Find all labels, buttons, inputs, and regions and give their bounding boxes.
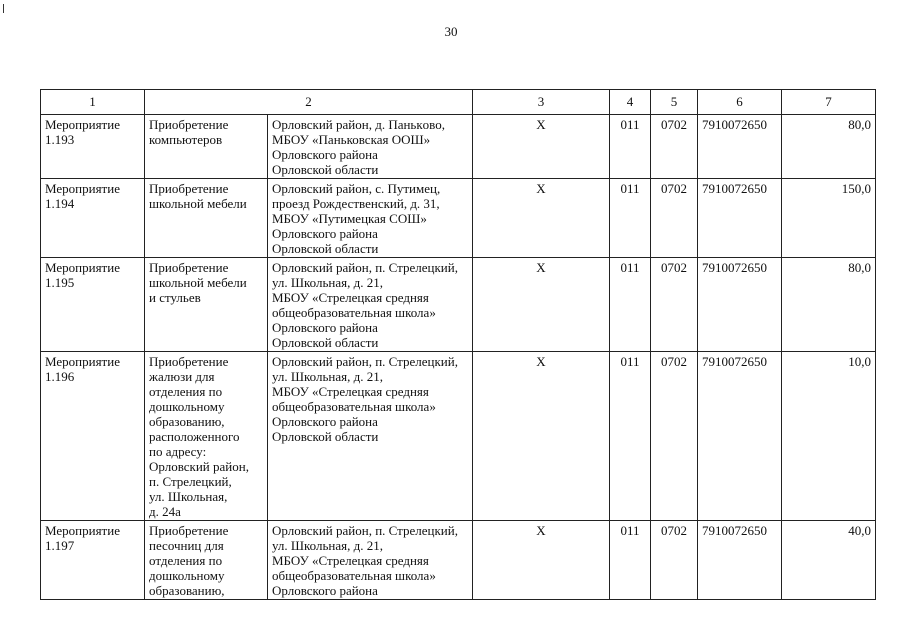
measure-name-cell-line: компьютеров [149,132,223,147]
measure-id-cell-line: 1.197 [45,538,75,553]
measure-name-cell-line: дошкольному [149,568,225,583]
address-cell-line: общеобразовательная школа» [272,568,436,583]
document-table [40,89,876,600]
col5-cell: 0702 [651,179,698,258]
measure-name-cell-line: Орловский район, [149,459,249,474]
col7-cell: 40,0 [782,521,876,600]
address-cell-line: Орловского района [272,147,378,162]
table-row [41,179,876,258]
address-cell-line: Орловский район, с. Путимец, [272,181,441,196]
measure-name-cell-line: отделения по [149,553,223,568]
col5-cell: 0702 [651,258,698,352]
scan-corner-mark [3,4,4,13]
measure-id-cell-line: Мероприятие [45,181,120,196]
col3-cell: Х [473,352,610,521]
measure-id-cell-line: Мероприятие [45,354,120,369]
table-row [41,521,876,600]
col5-cell: 0702 [651,352,698,521]
address-cell [268,521,473,600]
address-cell-line: Орловского района [272,320,378,335]
measure-id-cell-line: 1.194 [45,196,75,211]
col7-cell: 150,0 [782,179,876,258]
address-cell-line: Орловский район, п. Стрелецкий, [272,354,458,369]
measure-id-cell [41,115,145,179]
col6-cell: 7910072650 [698,115,782,179]
measure-name-cell-line: п. Стрелецкий, [149,474,232,489]
address-cell-line: ул. Школьная, д. 21, [272,369,384,384]
address-cell-line: МБОУ «Стрелецкая средняя [272,384,429,399]
col4-cell: 011 [610,521,651,600]
address-cell-line: МБОУ «Стрелецкая средняя [272,553,429,568]
header-col-7: 7 [782,90,876,115]
col4-cell: 011 [610,352,651,521]
col3-cell: Х [473,521,610,600]
measure-id-cell [41,258,145,352]
measure-id-cell-line: Мероприятие [45,260,120,275]
address-cell [268,352,473,521]
table-header-row [41,90,876,115]
address-cell-line: Орловской области [272,162,379,177]
address-cell-line: Орловской области [272,429,379,444]
table-row [41,258,876,352]
measure-name-cell-line: Приобретение [149,354,229,369]
address-cell-line: проезд Рождественский, д. 31, [272,196,440,211]
address-cell-line: общеобразовательная школа» [272,305,436,320]
col5-cell: 0702 [651,521,698,600]
measure-id-cell-line: 1.193 [45,132,75,147]
measure-name-cell-line: Приобретение [149,181,229,196]
measure-name-cell [145,258,268,352]
measure-id-cell-line: Мероприятие [45,523,120,538]
header-col-1: 1 [41,90,145,115]
address-cell-line: Орловский район, п. Стрелецкий, [272,523,458,538]
col7-cell: 80,0 [782,258,876,352]
table-row [41,115,876,179]
address-cell-line: Орловской области [272,241,379,256]
measure-name-cell-line: ул. Школьная, [149,489,228,504]
address-cell-line: Орловский район, д. Панькoво, [272,117,445,132]
col6-cell: 7910072650 [698,521,782,600]
header-col-3: 3 [473,90,610,115]
address-cell-line: МБОУ «Путимецкая СОШ» [272,211,427,226]
measure-name-cell-line: песочниц для [149,538,224,553]
measure-name-cell [145,352,268,521]
header-col-4: 4 [610,90,651,115]
address-cell-line: ул. Школьная, д. 21, [272,275,384,290]
col3-cell: Х [473,179,610,258]
address-cell [268,115,473,179]
measure-name-cell [145,115,268,179]
measure-name-cell-line: Приобретение [149,260,229,275]
measure-name-cell [145,521,268,600]
measure-name-cell-line: образованию, [149,414,225,429]
address-cell-line: Орловского района [272,583,378,598]
table-row [41,352,876,521]
header-col-5: 5 [651,90,698,115]
col3-cell: Х [473,115,610,179]
measure-id-cell [41,521,145,600]
measure-name-cell-line: школьной мебели [149,196,247,211]
address-cell-line: Орловского района [272,226,378,241]
address-cell-line: ул. Школьная, д. 21, [272,538,384,553]
col4-cell: 011 [610,115,651,179]
measure-id-cell-line: 1.195 [45,275,75,290]
address-cell-line: Орловский район, п. Стрелецкий, [272,260,458,275]
measure-name-cell-line: расположенного [149,429,240,444]
col7-cell: 10,0 [782,352,876,521]
address-cell-line: Орловской области [272,335,379,350]
col6-cell: 7910072650 [698,352,782,521]
measure-name-cell-line: школьной мебели [149,275,247,290]
address-cell-line: общеобразовательная школа» [272,399,436,414]
measure-name-cell-line: Приобретение [149,523,229,538]
measure-name-cell-line: жалюзи для [149,369,215,384]
measure-name-cell-line: образованию, [149,583,225,598]
measure-id-cell [41,352,145,521]
measure-name-cell-line: дошкольному [149,399,225,414]
col5-cell: 0702 [651,115,698,179]
col6-cell: 7910072650 [698,258,782,352]
measure-name-cell-line: и стульев [149,290,201,305]
col4-cell: 011 [610,258,651,352]
col7-cell: 80,0 [782,115,876,179]
col6-cell: 7910072650 [698,179,782,258]
col4-cell: 011 [610,179,651,258]
measure-name-cell-line: отделения по [149,384,223,399]
measure-name-cell-line: Приобретение [149,117,229,132]
address-cell [268,179,473,258]
address-cell-line: Орловского района [272,414,378,429]
measure-name-cell-line: д. 24а [149,504,181,519]
address-cell [268,258,473,352]
measure-name-cell [145,179,268,258]
measure-id-cell [41,179,145,258]
col3-cell: Х [473,258,610,352]
measure-id-cell-line: Мероприятие [45,117,120,132]
address-cell-line: МБОУ «Стрелецкая средняя [272,290,429,305]
measure-id-cell-line: 1.196 [45,369,75,384]
header-col-6: 6 [698,90,782,115]
address-cell-line: МБОУ «Паньковская ООШ» [272,132,431,147]
page-number: 30 [444,24,458,39]
measure-name-cell-line: по адресу: [149,444,207,459]
header-col-2: 2 [145,90,473,115]
table-body [41,115,876,600]
